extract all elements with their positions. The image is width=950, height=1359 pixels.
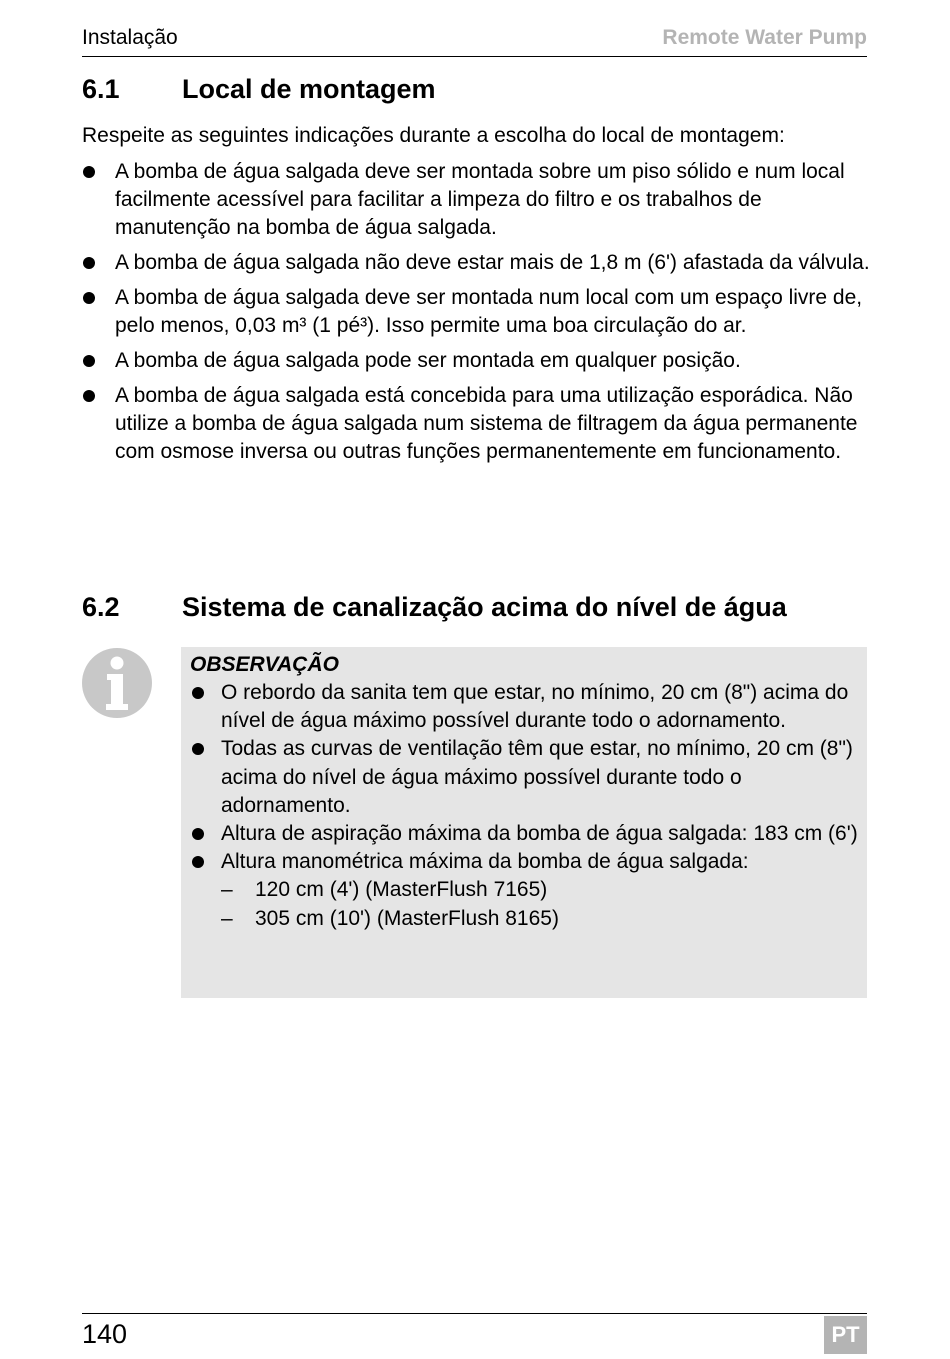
note-heading: OBSERVAÇÃO <box>190 653 339 676</box>
mounting-requirements-list <box>82 158 872 473</box>
sub-list-item <box>221 905 862 933</box>
bullet-icon <box>83 390 95 402</box>
dash-icon: – <box>221 878 233 902</box>
list-item <box>82 158 872 242</box>
dash-icon: – <box>221 906 233 930</box>
intro-paragraph: Respeite as seguintes indicações durante a escolha do local de montagem: <box>82 124 785 147</box>
bullet-icon <box>192 743 204 755</box>
list-item-text: Altura manométrica máxima da bomba de água salgada: <box>221 850 749 874</box>
language-badge: PT <box>824 1316 867 1354</box>
section-heading-6-2 <box>82 592 787 623</box>
list-item <box>82 382 872 466</box>
section-heading-6-1 <box>82 74 436 105</box>
bullet-icon <box>83 292 95 304</box>
info-icon <box>82 648 152 718</box>
sub-list-item <box>221 876 862 904</box>
list-item-text: A bomba de água salgada está concebida para uma utilização esporádica. Não utilize a bomba de água salgada num sistema de filtragem da água permanente com osmose inversa ou outras funções permanentemente em funcionamento. <box>115 384 858 463</box>
list-item <box>190 820 862 848</box>
bullet-icon <box>192 856 204 868</box>
list-item <box>82 347 872 375</box>
footer-divider <box>82 1313 867 1314</box>
list-item <box>190 735 862 820</box>
bullet-icon <box>83 355 95 367</box>
list-item-text: Altura de aspiração máxima da bomba de água salgada: 183 cm (6') <box>221 822 858 846</box>
list-item-text: Todas as curvas de ventilação têm que estar, no mínimo, 20 cm (8") acima do nível de água máximo possível durante todo o adornamento. <box>221 737 853 817</box>
list-item-text: A bomba de água salgada não deve estar mais de 1,8 m (6') afastada da válvula. <box>115 251 870 274</box>
sub-list <box>221 876 862 932</box>
section-number: 6.2 <box>82 592 120 622</box>
header-divider <box>82 56 867 57</box>
sub-list-item-text: 120 cm (4') (MasterFlush 7165) <box>255 878 548 902</box>
bullet-icon <box>192 687 204 699</box>
page-number: 140 <box>82 1319 128 1349</box>
list-item-text: A bomba de água salgada deve ser montada sobre um piso sólido e num local facilmente acessível para facilitar a limpeza do filtro e os trabalhos de manutenção na bomba de água salgada. <box>115 160 845 239</box>
list-item <box>82 284 872 340</box>
section-title: Local de montagem <box>182 74 436 104</box>
list-item <box>190 679 862 735</box>
list-item-text: A bomba de água salgada deve ser montada num local com um espaço livre de, pelo menos, 0,03 m³ (1 pé³). Isso permite uma boa circulação do ar. <box>115 286 863 337</box>
sub-list-item-text: 305 cm (10') (MasterFlush 8165) <box>255 906 559 930</box>
list-item-text: A bomba de água salgada pode ser montada em qualquer posição. <box>115 349 741 372</box>
header-section-title: Instalação <box>82 26 178 49</box>
bullet-icon <box>83 166 95 178</box>
note-list <box>190 679 862 933</box>
note-box <box>181 647 867 998</box>
bullet-icon <box>192 828 204 840</box>
list-item <box>190 848 862 933</box>
list-item-text: O rebordo da sanita tem que estar, no mínimo, 20 cm (8") acima do nível de água máximo possível durante todo o adornamento. <box>221 681 849 733</box>
bullet-icon <box>83 257 95 269</box>
list-item <box>82 249 872 277</box>
header-product-name: Remote Water Pump <box>662 26 867 49</box>
section-number: 6.1 <box>82 74 120 104</box>
section-title: Sistema de canalização acima do nível de água <box>182 592 787 622</box>
